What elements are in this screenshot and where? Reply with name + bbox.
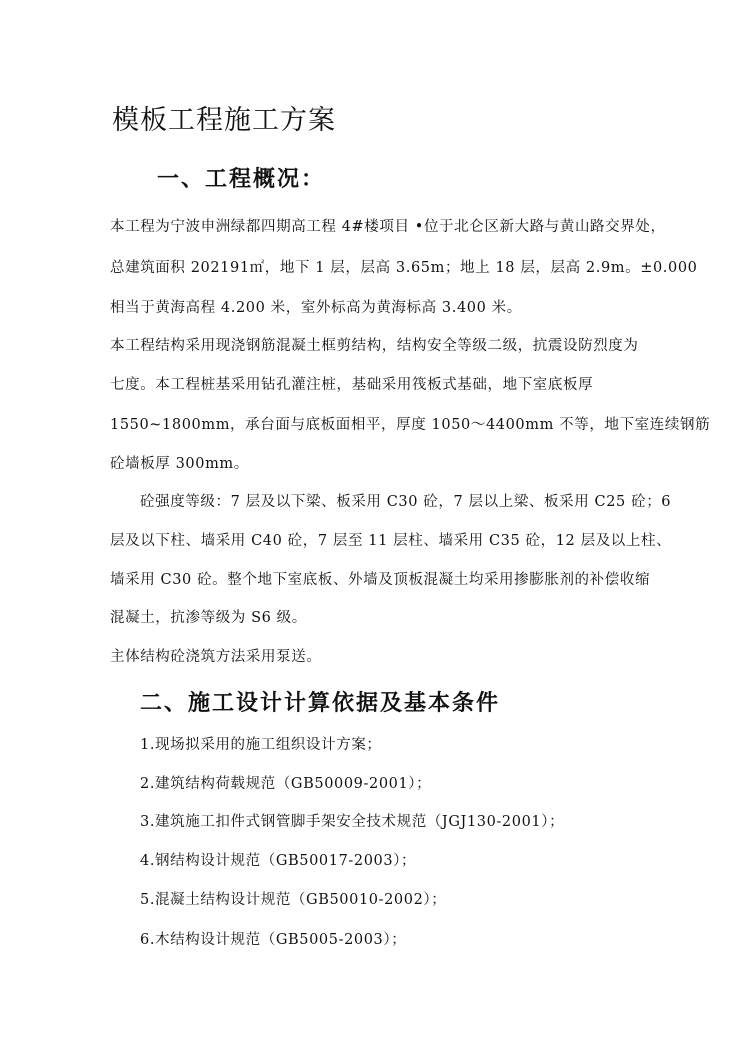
section-heading-overview: 一、工程概况： <box>157 167 326 192</box>
list-item: 2.建筑结构荷载规范（GB50009-2001）； <box>140 776 432 792</box>
paragraph-line: 本工程为宁波申洲绿都四期高工程 4#楼项目 •位于北仑区新大路与黄山路交界处， <box>110 219 666 235</box>
paragraph-line: 主体结构砼浇筑方法采用泵送。 <box>110 649 322 665</box>
document-title: 模板工程施工方案 <box>112 105 336 136</box>
list-item: 6.木结构设计规范（GB5005-2003）； <box>140 932 407 948</box>
paragraph-line: 层及以下柱、墙采用 C40 砼，7 层至 11 层柱、墙采用 C35 砼，12 层及以上柱、 <box>110 533 672 549</box>
paragraph-line: 七度。本工程桩基采用钻孔灌注桩，基础采用筏板式基础，地下室底板厚 <box>110 377 594 393</box>
paragraph-line: 相当于黄海高程 4.200 米，室外标高为黄海标高 3.400 米。 <box>110 300 522 316</box>
list-item: 1.现场拟采用的施工组织设计方案； <box>140 737 382 753</box>
paragraph-line: 本工程结构采用现浇钢筋混凝土框剪结构，结构安全等级二级，抗震设防烈度为 <box>110 338 639 354</box>
paragraph-line: 混凝土，抗渗等级为 S6 级。 <box>110 610 307 626</box>
list-item: 5.混凝土结构设计规范（GB50010-2002）； <box>140 892 447 908</box>
paragraph-line: 砼强度等级：7 层及以下梁、板采用 C30 砼，7 层以上梁、板采用 C25 砼；6 <box>140 494 672 510</box>
paragraph-line: 砼墙板厚 300mm。 <box>110 456 249 472</box>
paragraph-line: 墙采用 C30 砼。整个地下室底板、外墙及顶板混凝土均采用掺膨胀剂的补偿收缩 <box>110 572 651 588</box>
list-item: 3.建筑施工扣件式钢管脚手架安全技术规范（JGJ130-2001）； <box>140 814 565 830</box>
list-item: 4.钢结构设计规范（GB50017-2003）； <box>140 853 417 869</box>
paragraph-line: 总建筑面积 202191㎡，地下 1 层，层高 3.65m；地上 18 层，层高 2.9m。±0.000 <box>110 260 698 276</box>
paragraph-line: 1550~1800mm，承台面与底板面相平，厚度 1050～4400mm 不等，地下室连续钢筋 <box>110 417 711 433</box>
section-heading-basis: 二、施工设计计算依据及基本条件 <box>140 691 501 716</box>
